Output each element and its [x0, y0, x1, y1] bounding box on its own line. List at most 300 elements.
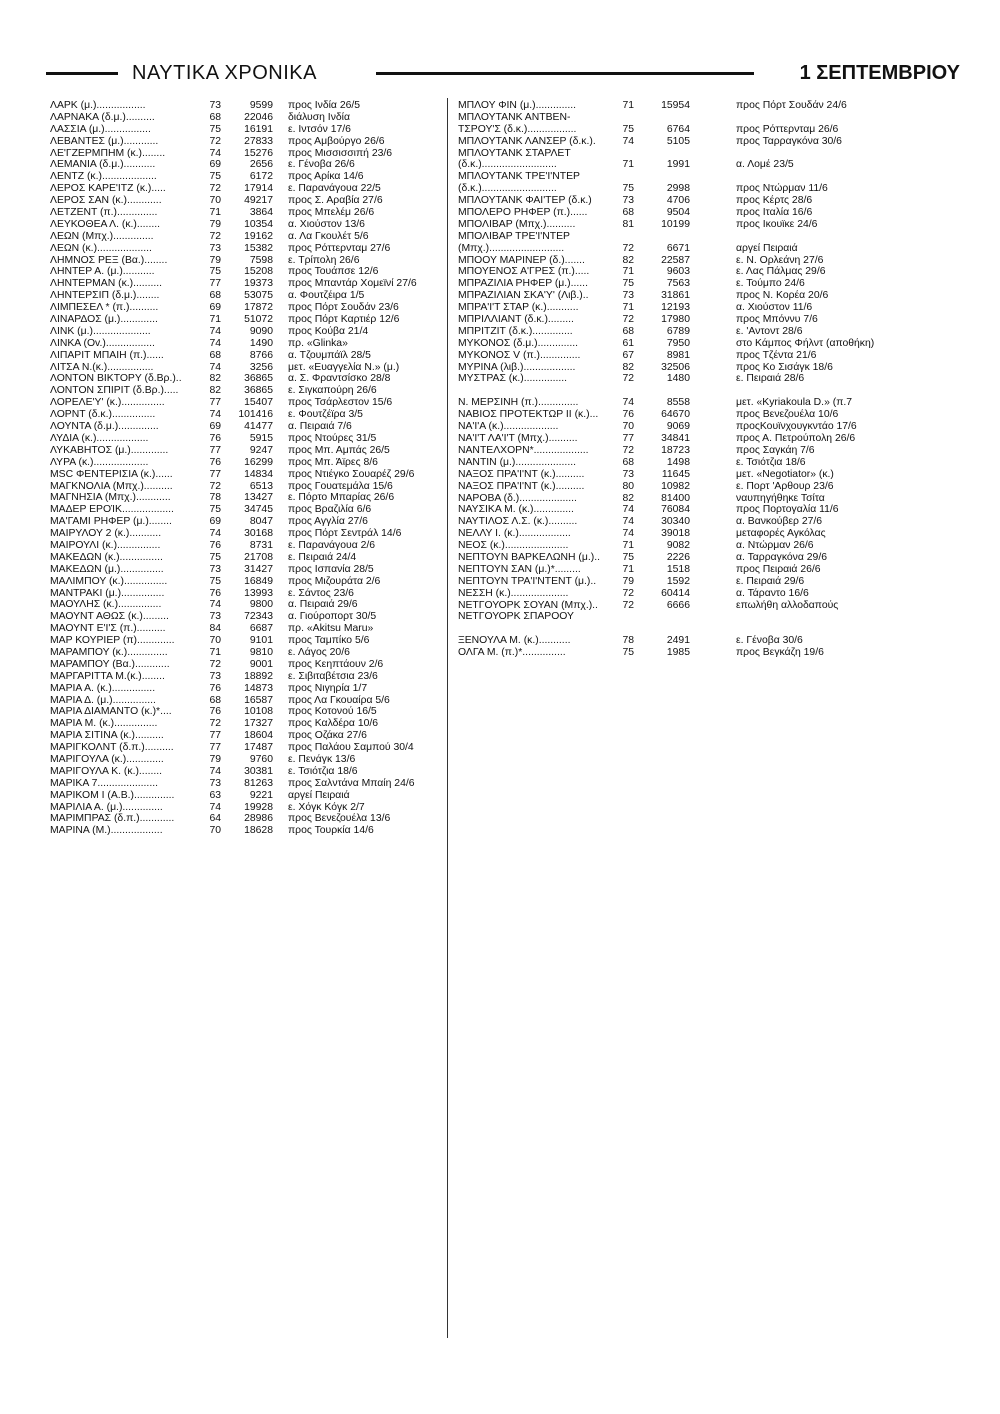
tonnage: 8047 — [249, 516, 273, 528]
tonnage: 9247 — [249, 444, 273, 456]
tonnage: 1518 — [666, 563, 690, 575]
tonnage: 30340 — [661, 516, 690, 528]
ship-name: ΜΑΙΡΥΛΟΥ 2 (κ.)........... — [50, 528, 162, 540]
status-note: ε. Ιντσόν 17/6 — [288, 123, 351, 135]
ship-name: MSC ΦΕΝΤΕΡΙΣΙΑ (κ.)...... — [50, 468, 173, 480]
tonnage: 11645 — [661, 468, 690, 480]
ship-name: ΜΑΝΤΡΑΚΙ (μ.)............... — [50, 587, 165, 599]
ship-entry — [458, 516, 958, 528]
list-gap — [458, 385, 958, 397]
build-year: 77 — [209, 444, 221, 456]
ship-entry — [50, 445, 445, 457]
status-note: προς Ισπανία 28/5 — [288, 563, 374, 575]
ship-name: ΛΟΡΝΤ (δ.κ.)............... — [50, 409, 156, 421]
ship-entry — [458, 528, 958, 540]
ship-name: ΜΑΡΙΚΟΜ Ι (Α.Β.).............. — [50, 789, 175, 801]
ship-entry — [50, 409, 445, 421]
build-year: 74 — [209, 528, 221, 540]
status-note: ε. Σάντος 23/6 — [288, 587, 354, 599]
tonnage: 9599 — [249, 100, 273, 111]
tonnage: 81263 — [244, 777, 273, 789]
ship-name: ΜΑΡΙΚΑ 7..................... — [50, 777, 158, 789]
tonnage: 39018 — [661, 528, 690, 540]
tonnage: 9001 — [249, 658, 273, 670]
build-year: 75 — [209, 575, 221, 587]
status-note: προς Ρόττερνταμ 27/6 — [288, 242, 391, 254]
status-note: προς Τζέντα 21/6 — [736, 349, 817, 361]
status-note: α. Ντώρμαν 26/6 — [736, 540, 814, 552]
ship-entry — [50, 611, 445, 623]
ship-name: ΜΑΡΑΜΠΟΥ (Βα.)............ — [50, 658, 170, 670]
status-note: α. Χιούστον 13/6 — [288, 218, 365, 230]
ship-name: ΜΑΟΥΛΗΣ (κ.)............... — [50, 599, 162, 611]
ship-entry — [458, 552, 958, 564]
ship-entry — [50, 302, 445, 314]
tonnage: 32506 — [661, 361, 690, 373]
ship-name: ΜΥΚΟΝΟΣ (δ.μ.).............. — [458, 337, 579, 349]
tonnage: 14834 — [244, 468, 273, 480]
build-year: 77 — [209, 730, 221, 742]
status-note: α. Λομέ 23/5 — [736, 159, 794, 171]
status-note: ε. Τούμπο 24/6 — [736, 278, 805, 290]
build-year: 69 — [209, 516, 221, 528]
build-year: 68 — [209, 111, 221, 123]
tonnage: 8558 — [666, 397, 690, 409]
ship-name: ΛΥΔΙΑ (κ.).................. — [50, 432, 149, 444]
ship-entry — [50, 588, 445, 600]
ship-name: ΜΑΔΕΡ ΕΡΟΊΚ.................. — [50, 504, 174, 516]
status-note: ε. Πενάγκ 13/6 — [288, 753, 356, 765]
ship-name: ΞΕΝΟΥΛΑ Μ. (κ.)........... — [458, 635, 571, 647]
status-note: προς Βενεζουέλα 10/6 — [736, 409, 839, 421]
ship-entry — [458, 100, 958, 112]
ship-entry — [458, 326, 958, 338]
ship-entry — [50, 421, 445, 433]
status-note: ε. Λάγος 20/6 — [288, 646, 350, 658]
status-note: α. Τζουμπάϊλ 28/5 — [288, 349, 371, 361]
ship-entry — [458, 290, 958, 302]
ship-name: ΜΑΡΓΑΡΙΤΤΑ Μ.(κ.)........ — [50, 670, 165, 682]
status-note: α. Τάραντο 16/6 — [736, 587, 809, 599]
status-note: προς Σ. Αραβία 27/6 — [288, 195, 383, 207]
ship-name: ΜΑΡΙΑ ΣΙΤΙΝΑ (κ.).......... — [50, 730, 164, 742]
ship-entry — [458, 504, 958, 516]
build-year: 73 — [209, 100, 221, 111]
ship-entry — [458, 397, 958, 409]
build-year: 74 — [209, 409, 221, 421]
ship-name: ΜΠΡΑΖΙΛΙΑ ΡΗΦΕΡ (μ.)...... — [458, 278, 588, 290]
status-note: προς Τουάπσε 12/6 — [288, 266, 379, 278]
tonnage: 15276 — [244, 147, 273, 159]
ship-entry — [50, 373, 445, 385]
status-note: ε. Πορτ 'Αρθουρ 23/6 — [736, 480, 834, 492]
ship-entry — [458, 231, 958, 243]
build-year: 75 — [622, 123, 634, 135]
ship-entry — [50, 148, 445, 160]
ship-name: ΜΑΡΙΑ ΔΙΑΜΑΝΤΟ (κ.)*.... — [50, 706, 172, 718]
ship-entry — [50, 802, 445, 814]
tonnage: 5915 — [249, 432, 273, 444]
build-year: 71 — [622, 266, 634, 278]
build-year: 75 — [209, 266, 221, 278]
ship-entry — [458, 421, 958, 433]
status-note: προς Ντιέγκο Σουαρέζ 29/6 — [288, 468, 415, 480]
build-year: 72 — [622, 444, 634, 456]
tonnage: 60414 — [661, 587, 690, 599]
ship-entry — [50, 718, 445, 730]
tonnage: 3864 — [249, 207, 273, 219]
ship-name: ΝΑΒΙΟΣ ΠΡΟΤΕΚΤΩΡ ΙΙ (κ.)... — [458, 409, 599, 421]
tonnage: 31427 — [244, 563, 273, 575]
status-note: ε. Τρίπολη 26/6 — [288, 254, 360, 266]
status-note: προς Ν. Κορέα 20/6 — [736, 290, 829, 302]
tonnage: 34841 — [661, 433, 690, 445]
build-year: 72 — [209, 183, 221, 195]
tonnage: 31861 — [661, 290, 690, 302]
tonnage: 10199 — [661, 218, 690, 230]
status-note: προς Κο Σισάγκ 18/6 — [736, 361, 833, 373]
ship-name: ΛΗΝΤΕΡΣΙΠ (δ.μ.)........ — [50, 290, 160, 302]
ship-entry — [458, 564, 958, 576]
ship-name: ΝΕΠΤΟΥΝ ΣΑΝ (μ.)*......... — [458, 563, 581, 575]
ship-entry — [50, 338, 445, 350]
tonnage: 34745 — [244, 504, 273, 516]
build-year: 76 — [209, 539, 221, 551]
build-year: 77 — [209, 397, 221, 409]
tonnage: 8731 — [249, 539, 273, 551]
ship-name: ΜΠΛΟΥΤΑΝΚ ΦΑΙ'ΤΕΡ (δ.κ.) — [458, 195, 592, 207]
build-year: 77 — [209, 742, 221, 754]
ship-name: ΝΕΤΓΟΥΟΡΚ ΣΠΑΡΟΟΥ — [458, 611, 574, 623]
status-note: ε. Γένοβα 30/6 — [736, 635, 803, 647]
status-note: προς Λα Γκουαίρα 5/6 — [288, 694, 390, 706]
tonnage: 16587 — [244, 694, 273, 706]
tonnage: 9069 — [666, 421, 690, 433]
ship-entry — [50, 754, 445, 766]
ship-name: ΜΑΡΙΑ Δ. (μ.)............... — [50, 694, 156, 706]
build-year: 68 — [622, 325, 634, 337]
status-note: προς Τουρκία 14/6 — [288, 825, 374, 837]
ship-name: ΜΠΟΛΙΒΑΡ (Μπχ.).......... — [458, 218, 576, 230]
tonnage: 9090 — [249, 325, 273, 337]
ship-entry — [50, 481, 445, 493]
ship-name: ΜΠΡΑΖΙΛΙΑΝ ΣΚΑ'Υ' (Λιβ.).. — [458, 290, 589, 302]
build-year: 72 — [622, 242, 634, 254]
tonnage: 8981 — [666, 349, 690, 361]
ship-entry — [50, 266, 445, 278]
ship-entry — [50, 207, 445, 219]
status-note: προς Πόρτ Σουδάν 24/6 — [736, 100, 847, 111]
ship-name: ΜΑΡΙΛΙΑ Α. (μ.).............. — [50, 801, 163, 813]
tonnage: 2656 — [249, 159, 273, 171]
ship-entry — [458, 493, 958, 505]
ship-name: ΝΕΟΣ (κ.)...................... — [458, 540, 569, 552]
status-note: προς Μιζουράτα 2/6 — [288, 575, 381, 587]
status-note: προς Νιγηρία 1/7 — [288, 682, 368, 694]
ship-entry — [50, 397, 445, 409]
build-year: 63 — [209, 789, 221, 801]
build-year: 76 — [209, 682, 221, 694]
status-note: ε. Παρανάγουα 2/6 — [288, 539, 376, 551]
ship-name: ΛΕ'ΓΖΕΡΜΠΗΜ (κ.)........ — [50, 147, 166, 159]
status-note: στο Κάμπος Φήλντ (αποθήκη) — [736, 337, 875, 349]
ship-name: ΜΑΡΙΑ Α. (κ.)............... — [50, 682, 156, 694]
build-year: 72 — [209, 718, 221, 730]
status-note: α. Πειραιά 7/6 — [288, 421, 352, 433]
build-year: 74 — [622, 504, 634, 516]
ship-entry — [50, 231, 445, 243]
ship-entry — [50, 504, 445, 516]
ship-name: ΜΠΡΙΤΖΙΤ (δ.κ.).............. — [458, 325, 573, 337]
build-year: 74 — [209, 801, 221, 813]
status-note: ε. Τσιότζια 18/6 — [288, 765, 358, 777]
ship-entry — [458, 457, 958, 469]
ship-entry — [458, 278, 958, 290]
issue-date: 1 ΣΕΠΤΕΜΒΡΙΟΥ — [799, 62, 960, 84]
ship-entry — [50, 528, 445, 540]
ship-name: ΝΑ'Ι'Τ ΛΑ'Ι'Τ (Μπχ.).......... — [458, 433, 578, 445]
build-year: 73 — [209, 611, 221, 623]
build-year: 78 — [209, 492, 221, 504]
tonnage: 18628 — [244, 825, 273, 837]
ship-name: ΛΕΝΤΖ (κ.)................... — [50, 171, 157, 183]
tonnage: 6789 — [666, 325, 690, 337]
build-year: 70 — [209, 635, 221, 647]
status-note: μετ. «Negotiator» (κ.) — [736, 468, 834, 480]
build-year: 75 — [622, 278, 634, 290]
tonnage: 2491 — [666, 635, 690, 647]
build-year: 74 — [622, 135, 634, 147]
status-note: προς Κεηπτάουν 2/6 — [288, 658, 384, 670]
ship-entry — [50, 671, 445, 683]
ship-name: ΟΛΓΑ Μ. (π.)*............... — [458, 647, 566, 659]
build-year: 82 — [622, 361, 634, 373]
tonnage: 72343 — [244, 611, 273, 623]
ship-entry — [50, 219, 445, 231]
ship-name: ΜΠΟΥΕΝΟΣ Α'ΓΡΕΣ (π.)..... — [458, 266, 590, 278]
ship-entry — [50, 124, 445, 136]
tonnage: 15954 — [661, 100, 690, 111]
status-note: α. Γιούροπορτ 30/5 — [288, 611, 377, 623]
ship-entry — [50, 469, 445, 481]
ship-entry — [458, 433, 958, 445]
ship-entry — [458, 540, 958, 552]
ship-entry — [458, 255, 958, 267]
build-year: 79 — [209, 254, 221, 266]
ship-entry — [458, 481, 958, 493]
status-note: α. Σ. Φραντσίσκο 28/8 — [288, 373, 391, 385]
ship-name: ΝΕΣΣΗ (κ.).................... — [458, 587, 569, 599]
ship-entry — [50, 171, 445, 183]
ship-entry — [50, 635, 445, 647]
ship-name: ΛΙΝΚΑ (Ov.)................. — [50, 337, 155, 349]
tonnage: 17914 — [244, 183, 273, 195]
ship-name: ΛΟΝΤΟΝ ΒΙΚΤΟΡΥ (δ.Βρ.).. — [50, 373, 182, 385]
ship-entry — [458, 302, 958, 314]
ship-name: ΜΑΛΙΜΠΟΥ (κ.)............... — [50, 575, 168, 587]
tonnage: 1985 — [666, 647, 690, 659]
build-year: 74 — [209, 147, 221, 159]
ship-name: ΜΠΛΟΥΤΑΝΚ ΛΑΝΣΕΡ (δ.κ.). — [458, 135, 596, 147]
tonnage: 15382 — [244, 242, 273, 254]
header-rule-middle — [376, 72, 754, 75]
ship-name: ΛΕΩΝ (Μπχ.).............. — [50, 230, 154, 242]
build-year: 74 — [209, 765, 221, 777]
status-note: ε. Πειραιά 29/6 — [736, 575, 805, 587]
ship-name: ΛΕΤΖΕΝΤ (π.).............. — [50, 207, 158, 219]
build-year: 72 — [209, 658, 221, 670]
ship-entry — [50, 112, 445, 124]
ship-entry — [50, 159, 445, 171]
ship-name: ΛΑΡΝΑΚΑ (δ.μ.).......... — [50, 111, 155, 123]
build-year: 79 — [209, 218, 221, 230]
status-note: προς Πορτογαλία 11/6 — [736, 504, 839, 516]
ship-name: ΝΕΠΤΟΥΝ ΤΡΑ'Ι'ΝΤΕΝΤ (μ.).. — [458, 575, 597, 587]
build-year: 72 — [209, 480, 221, 492]
build-year: 74 — [209, 599, 221, 611]
ship-entry — [50, 695, 445, 707]
tonnage: 6764 — [666, 123, 690, 135]
ship-name: ΜΑ'ΓΑΜΙ ΡΗΦΕΡ (μ.)........ — [50, 516, 172, 528]
ship-name: ΜΠΛΟΥΤΑΝΚ ΣΤΑΡΛΕΤ — [458, 147, 571, 159]
ship-name: ΛΕΡΟΣ ΣΑΝ (κ.)............ — [50, 195, 162, 207]
ship-name: ΜΑΚΕΔΩΝ (μ.)............... — [50, 563, 164, 575]
ship-entry — [458, 600, 958, 612]
build-year: 75 — [209, 504, 221, 516]
ship-name: ΛΕΥΚΟΘΕΑ Λ. (κ.)........ — [50, 218, 160, 230]
ship-entry — [458, 159, 958, 171]
ship-name: ΝΑΞΟΣ ΠΡΑ'Ι'ΝΤ (κ.).......... — [458, 468, 585, 480]
ship-entry — [458, 588, 958, 600]
status-note: προς Μπ. Άϊρες 8/6 — [288, 456, 378, 468]
tonnage: 2226 — [666, 551, 690, 563]
ship-name: ΜΥΡΙΝΑ (λιβ.).................. — [458, 361, 576, 373]
build-year: 84 — [209, 623, 221, 635]
build-year: 69 — [209, 421, 221, 433]
build-year: 68 — [209, 349, 221, 361]
status-note: προς Ντούρες 31/5 — [288, 432, 377, 444]
ship-entry — [458, 183, 958, 195]
ship-name: ΜΑΡΙΓΚΟΛΝΤ (δ.π.).......... — [50, 742, 174, 754]
ship-name: ΛΕΩΝ (κ.)................... — [50, 242, 152, 254]
ship-name: ΜΠΟΟΥ ΜΑΡΙΝΕΡ (δ.)....... — [458, 254, 585, 266]
ship-entry — [458, 647, 958, 659]
tonnage: 10108 — [244, 706, 273, 718]
ship-name: ΛΑΡΚ (μ.)................. — [50, 100, 146, 111]
header-rule-left — [46, 72, 118, 75]
ship-name: ΛΙΠΑΡΙΤ ΜΠΑΙΗ (π.)...... — [50, 349, 164, 361]
ship-entry — [50, 290, 445, 302]
ship-name: Ν. ΜΕΡΣΙΝΗ (π.).............. — [458, 397, 579, 409]
build-year: 76 — [209, 587, 221, 599]
tonnage: 21708 — [244, 551, 273, 563]
tonnage: 101416 — [238, 409, 273, 421]
build-year: 71 — [622, 563, 634, 575]
build-year: 82 — [209, 373, 221, 385]
status-note: ε. Τσιότζια 18/6 — [736, 456, 806, 468]
ship-entry — [50, 516, 445, 528]
ship-entry — [50, 195, 445, 207]
status-note: προς Βεγκάζη 19/6 — [736, 647, 824, 659]
ship-entry — [458, 266, 958, 278]
tonnage: 15208 — [244, 266, 273, 278]
build-year: 77 — [622, 433, 634, 445]
ship-entry — [50, 540, 445, 552]
ship-entry — [50, 683, 445, 695]
status-note: προςΚουϊνχουγκντάο 17/6 — [736, 421, 857, 433]
status-note: προς Αρίκα 14/6 — [288, 171, 364, 183]
status-note: ε. Σιβιταβέτσια 23/6 — [288, 670, 378, 682]
ship-entry — [50, 314, 445, 326]
ship-name: ΜΑΟΥΝΤ ΑΘΩΣ (κ.)......... — [50, 611, 169, 623]
build-year: 68 — [209, 694, 221, 706]
tonnage: 9504 — [666, 207, 690, 219]
build-year: 76 — [209, 706, 221, 718]
build-year: 82 — [209, 385, 221, 397]
status-note: προς Ινδία 26/5 — [288, 100, 361, 111]
build-year: 72 — [622, 314, 634, 326]
status-note: προς Γουατεμάλα 15/6 — [288, 480, 393, 492]
ship-name: ΝΕΠΤΟΥΝ ΒΑΡΚΕΛΩΝΗ (μ.).. — [458, 551, 600, 563]
build-year: 80 — [622, 480, 634, 492]
build-year: 76 — [209, 456, 221, 468]
status-note: ε. Λας Πάλμας 29/6 — [736, 266, 826, 278]
tonnage: 49217 — [244, 195, 273, 207]
tonnage: 13427 — [244, 492, 273, 504]
ship-name: ΛΙΤΣΑ Ν.(κ.)................ — [50, 361, 154, 373]
tonnage: 81400 — [661, 492, 690, 504]
ship-entry — [50, 766, 445, 778]
ship-name: ΝΑΥΤΙΛΟΣ Λ.Σ. (κ.).......... — [458, 516, 578, 528]
build-year: 71 — [209, 646, 221, 658]
ship-entry — [50, 362, 445, 374]
ship-entry — [458, 219, 958, 231]
status-note: προς Ρόττερνταμ 26/6 — [736, 123, 839, 135]
ship-name: ΜΑΡΙΝΑ (Μ.).................. — [50, 825, 163, 837]
tonnage: 22046 — [244, 111, 273, 123]
tonnage: 14873 — [244, 682, 273, 694]
ship-entry — [458, 112, 958, 124]
status-note: προς Σαλντάνα Μπαίη 24/6 — [288, 777, 415, 789]
tonnage: 16849 — [244, 575, 273, 587]
build-year: 82 — [622, 254, 634, 266]
tonnage: 6671 — [666, 242, 690, 254]
ship-name: ΜΠΡΑ'Ι'Τ ΣΤΑΡ (κ.)........... — [458, 302, 579, 314]
ship-name: ΝΑΥΣΙΚΑ Μ. (κ.).............. — [458, 504, 574, 516]
tonnage: 17487 — [244, 742, 273, 754]
status-note: ε. Ν. Ορλεάνη 27/6 — [736, 254, 824, 266]
ship-name: ΛΥΚΑΒΗΤΟΣ (μ.)............. — [50, 444, 169, 456]
build-year: 71 — [209, 207, 221, 219]
build-year: 79 — [622, 575, 634, 587]
ship-entry — [50, 825, 445, 837]
ship-entry — [458, 635, 958, 647]
build-year: 67 — [622, 349, 634, 361]
status-note: ε. Παρανάγουα 22/5 — [288, 183, 381, 195]
tonnage: 18892 — [244, 670, 273, 682]
ship-entry — [458, 409, 958, 421]
tonnage: 2998 — [666, 183, 690, 195]
tonnage: 10354 — [244, 218, 273, 230]
tonnage: 7598 — [249, 254, 273, 266]
ship-entry — [50, 742, 445, 754]
tonnage: 64670 — [661, 409, 690, 421]
ship-entry — [458, 171, 958, 183]
tonnage: 76084 — [661, 504, 690, 516]
status-note: μετ. «Ευαγγελία Ν.» (μ.) — [288, 361, 400, 373]
ship-entry — [50, 778, 445, 790]
build-year: 69 — [209, 302, 221, 314]
